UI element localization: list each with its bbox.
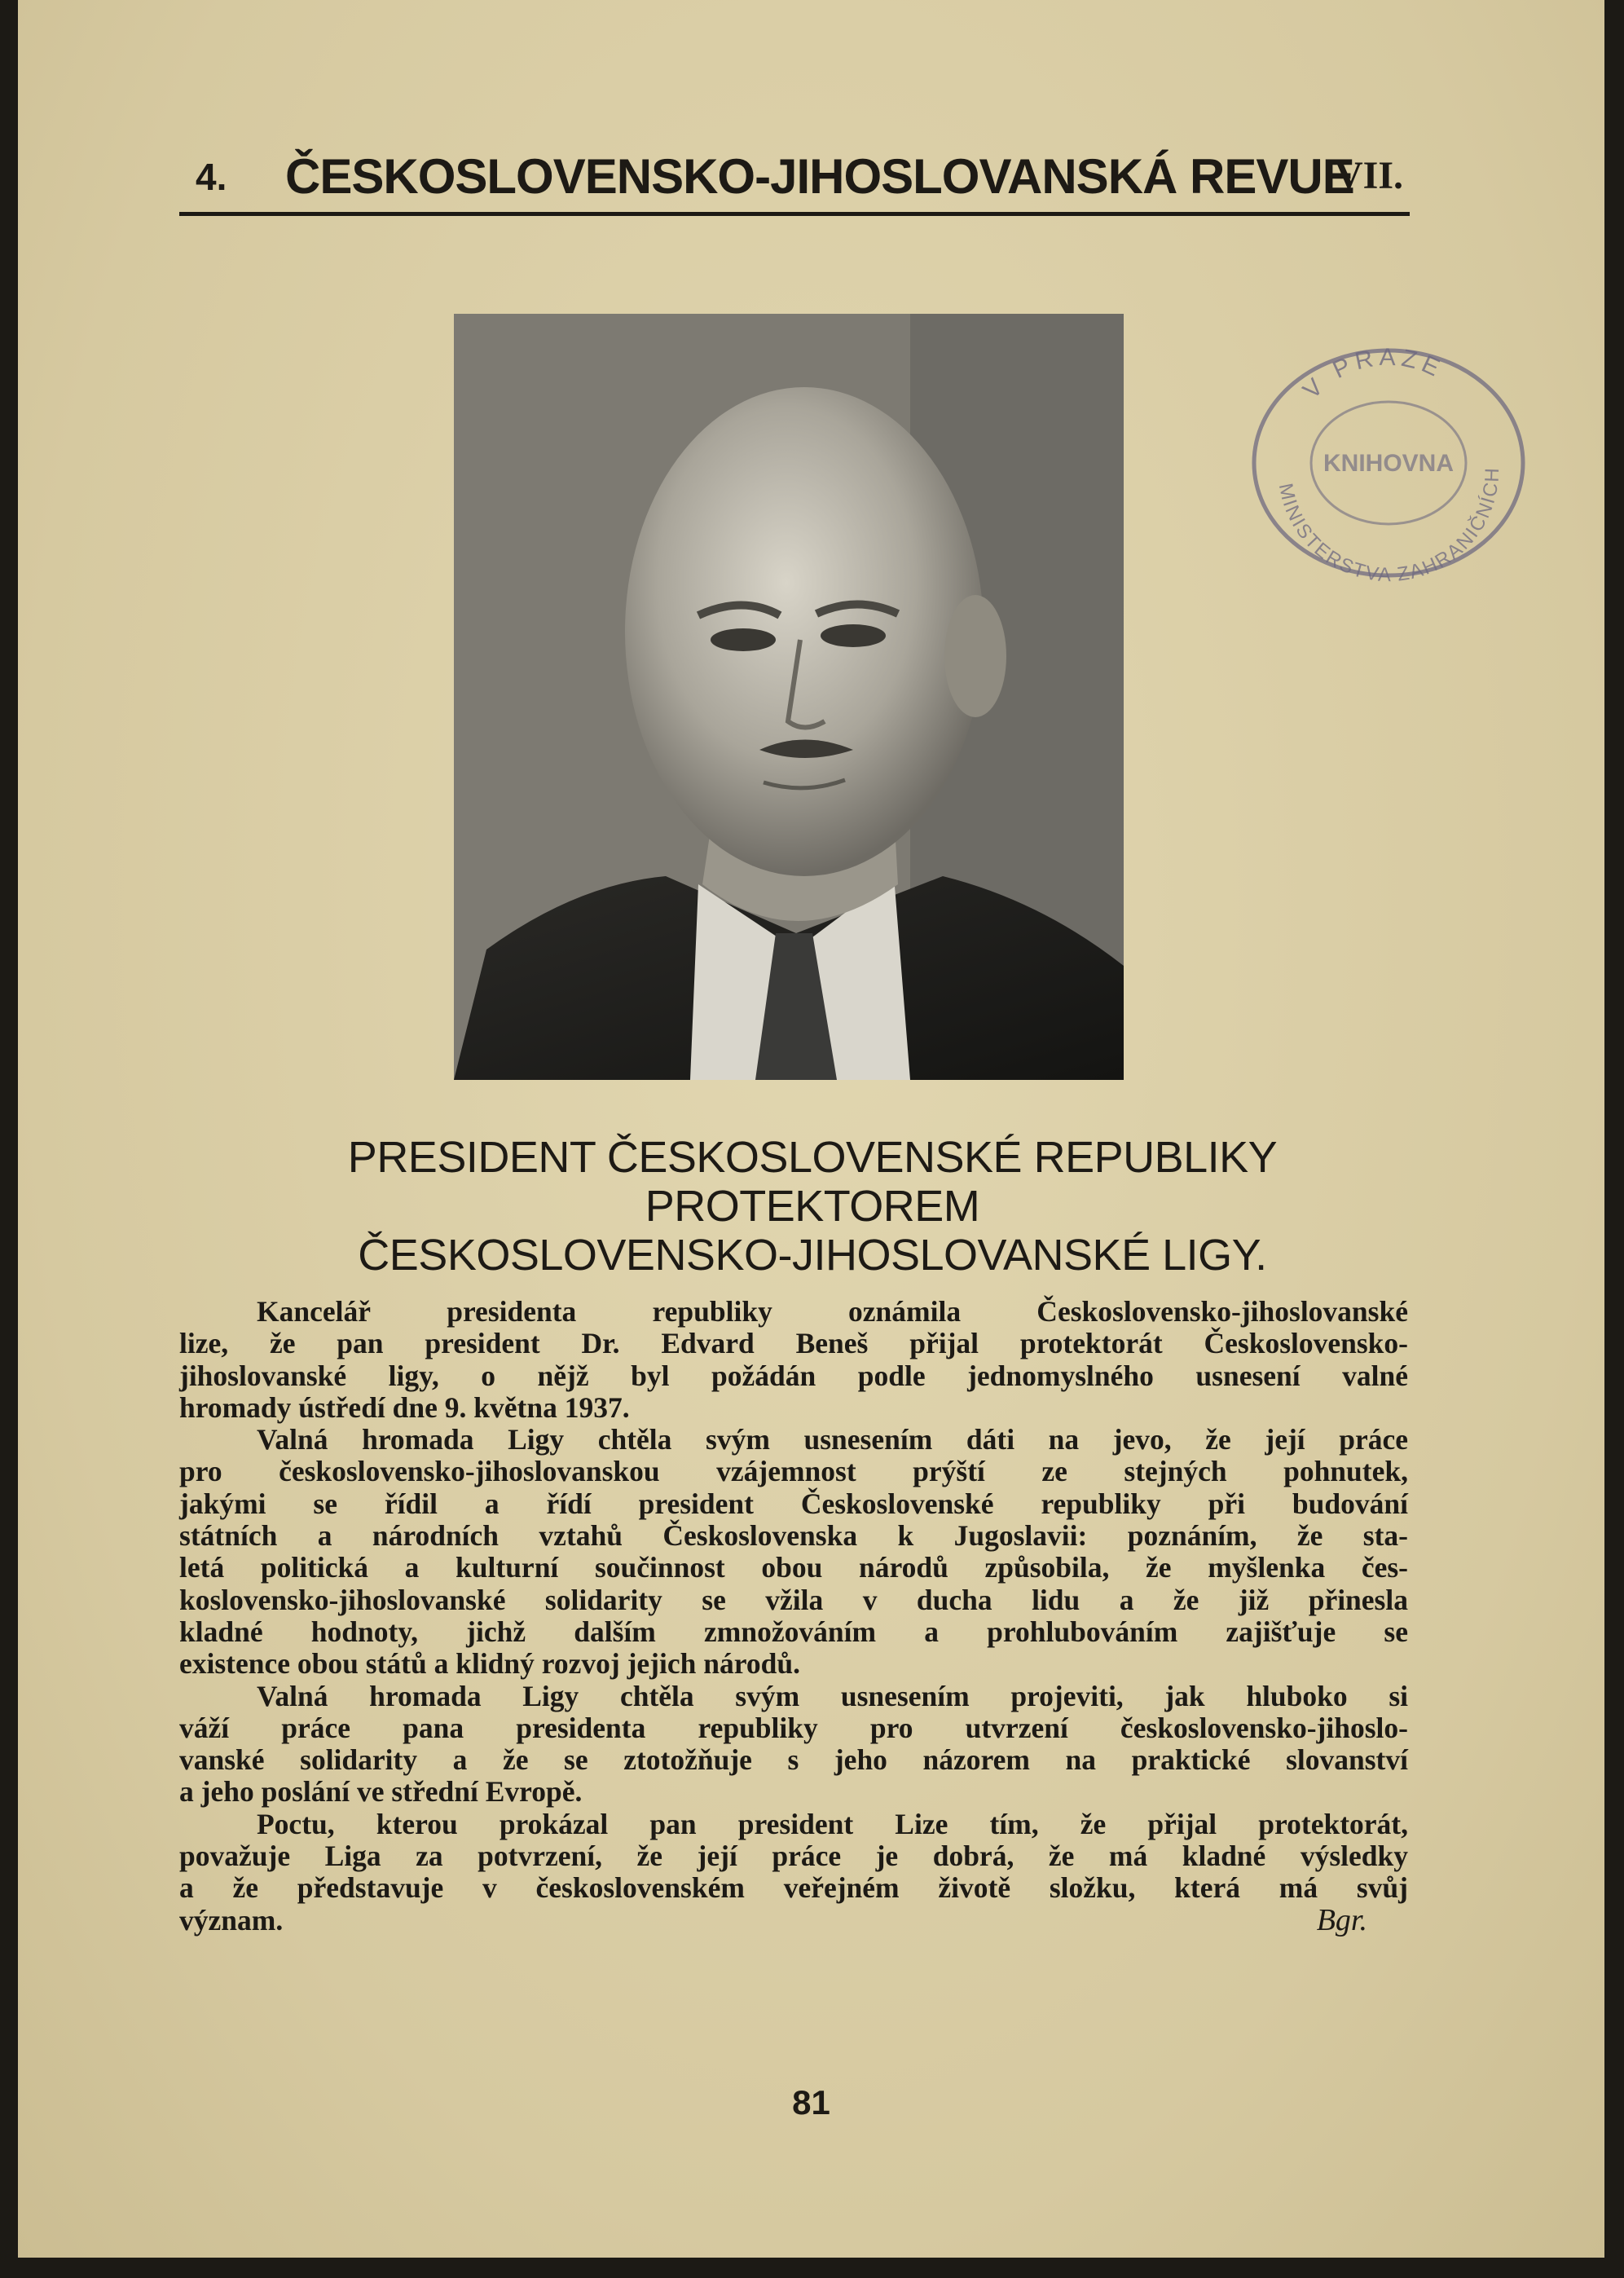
author-signature: Bgr. [1316,1902,1367,1937]
library-stamp [1242,341,1535,585]
paragraph-2 [179,1424,1408,1680]
paragraph-4 [179,1809,1408,1937]
text-line: jakými se řídil a řídí president Československé republiky při budování [179,1487,1408,1520]
portrait-photo [454,314,1124,1080]
paragraph-1 [179,1296,1408,1424]
text-line: kladné hodnoty, jichž dalším zmnožováním a prohlubováním zajišťuje se [179,1615,1408,1648]
running-header [179,147,1410,216]
text-line: Kancelář presidenta republiky oznámila Československo-jihoslovanské [257,1295,1408,1328]
page-number: 81 [792,2083,830,2122]
article-title [181,1133,1444,1280]
text-line: pro československo-jihoslovanskou vzájemnost prýští ze stejných pohnutek, [179,1455,1408,1488]
title-line-1: PRESIDENT ČESKOSLOVENSKÉ REPUBLIKY [347,1133,1278,1182]
portrait-photo-icon [454,314,1124,1080]
text-line: váží práce pana presidenta republiky pro utvrzení československo-jihoslo- [179,1711,1408,1744]
text-line: a jeho poslání ve střední Evropě. [179,1775,583,1809]
title-line-3: ČESKOSLOVENSKO-JIHOSLOVANSKÉ LIGY. [358,1231,1267,1280]
title-line-2: PROTEKTOREM [645,1182,980,1231]
journal-page [18,0,1604,2258]
text-line: považuje Liga za potvrzení, že její práce je dobrá, že má kladné výsledky [179,1840,1408,1873]
text-line [179,1902,1408,1937]
text-line: vanské solidarity a že se ztotožňuje s jeho názorem na praktické slovanství [179,1743,1408,1777]
last-word: význam. [179,1903,284,1937]
text-line: státních a národních vztahů Československa k Jugoslavii: poznáním, že sta- [179,1519,1408,1553]
issue-number: 4. [196,156,227,198]
text-line: koslovensko-jihoslovanské solidarity se vžila v ducha lidu a že již přinesla [179,1583,1408,1616]
volume-number: VII. [1334,154,1403,197]
text-line: existence obou států a klidný rozvoj jejich národů. [179,1647,800,1681]
stamp-text-center: KNIHOVNA [1323,450,1455,477]
text-line: letá politická a kulturní součinnost obou národů způsobila, že myšlenka čes- [179,1551,1408,1584]
stamp-text-ring: MINISTERSTVA ZAHRANIČNÍCH [1274,465,1504,585]
text-line: jihoslovanské ligy, o nějž byl požádán podle jednomyslného usnesení valné [179,1359,1408,1392]
library-stamp-icon [1242,341,1535,585]
paragraph-3 [179,1681,1408,1809]
stamp-text-top: V PRAZE [1297,343,1448,405]
text-line: lize, že pan president Dr. Edvard Beneš přijal protektorát Československo- [179,1327,1408,1360]
text-line: hromady ústředí dne 9. května 1937. [179,1390,630,1424]
text-line: Valná hromada Ligy chtěla svým usnesením projeviti, jak hluboko si [257,1679,1408,1712]
text-line: a že představuje v československém veřejném životě složku, která má svůj [179,1871,1408,1905]
text-line: Valná hromada Ligy chtěla svým usnesením dáti na jevo, že její práce [257,1423,1408,1456]
article-body [179,1296,1408,1937]
journal-title: ČESKOSLOVENSKO-JIHOSLOVANSKÁ REVUE [285,149,1354,204]
text-line: Poctu, kterou prokázal pan president Lize tím, že přijal protektorát, [257,1807,1408,1840]
